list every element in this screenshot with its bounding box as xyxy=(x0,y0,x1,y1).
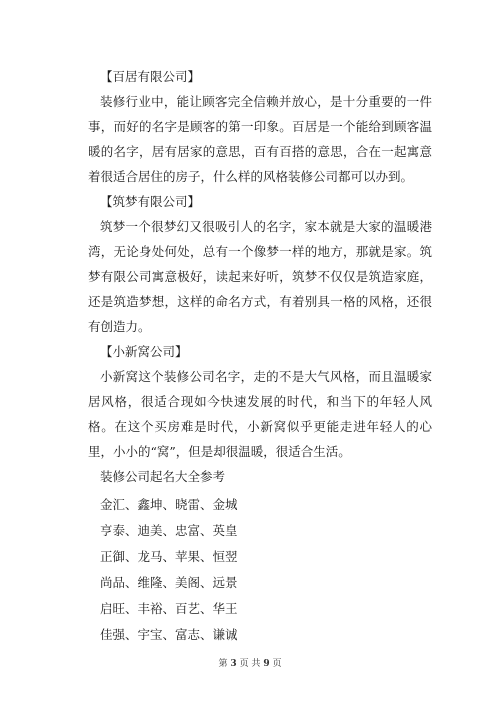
names-list-item: 佳强、宇宝、富志、谦诚 xyxy=(100,627,238,642)
section-heading-zhumeng: 【筑梦有限公司】 xyxy=(100,194,201,209)
footer-prefix: 第 xyxy=(218,659,228,669)
page-footer xyxy=(0,656,500,669)
names-list-item: 尚品、维隆、美阁、远景 xyxy=(100,575,238,590)
section-body-baiju: 装修行业中，能让顾客完全信赖并放心，是十分重要的一件事，而好的名字是顾客的第一印象。百居是一个能给到顾客温暖的名字，居有居家的意思，百有百搭的意思，合在一起寓意着很适合居住的房子，什么样的风格装修公司都可以办到。 xyxy=(88,94,432,184)
section-body-zhumeng: 筑梦一个很梦幻又很吸引人的名字，家本就是大家的温暖港湾，无论身处何处，总有一个像梦一样的地方，那就是家。筑梦有限公司寓意极好，读起来好听，筑梦不仅仅是筑造家庭，还是筑造梦想，这样的命名方式，有着别具一格的风格，还很有创造力。 xyxy=(88,219,432,334)
names-list-item: 正御、龙马、苹果、恒翌 xyxy=(100,549,238,564)
footer-page-number: 3 xyxy=(230,659,237,669)
names-list-item: 亨泰、迪美、忠富、英皇 xyxy=(100,523,238,538)
document-page xyxy=(88,64,432,648)
names-list xyxy=(88,492,432,648)
footer-total-pages: 9 xyxy=(263,659,270,669)
names-list-item: 金汇、鑫坤、晓雷、金城 xyxy=(100,497,238,512)
names-list-item: 启旺、丰裕、百艺、华王 xyxy=(100,601,238,616)
section-heading-baiju: 【百居有限公司】 xyxy=(100,69,201,84)
section-body-xiaoxinwo: 小新窝这个装修公司名字，走的不是大气风格，而且温暖家居风格，很适合现如今快速发展的时代，和当下的年轻人风格。在这个买房难是时代，小新窝似乎更能走进年轻人的心里，小小的“窝”，但是却很温暖，很适合生活。 xyxy=(88,369,432,459)
section-heading-xiaoxinwo: 【小新窝公司】 xyxy=(100,344,188,359)
footer-middle: 页 共 xyxy=(239,659,261,669)
names-list-title: 装修公司起名大全参考 xyxy=(100,469,226,484)
footer-suffix: 页 xyxy=(272,659,282,669)
